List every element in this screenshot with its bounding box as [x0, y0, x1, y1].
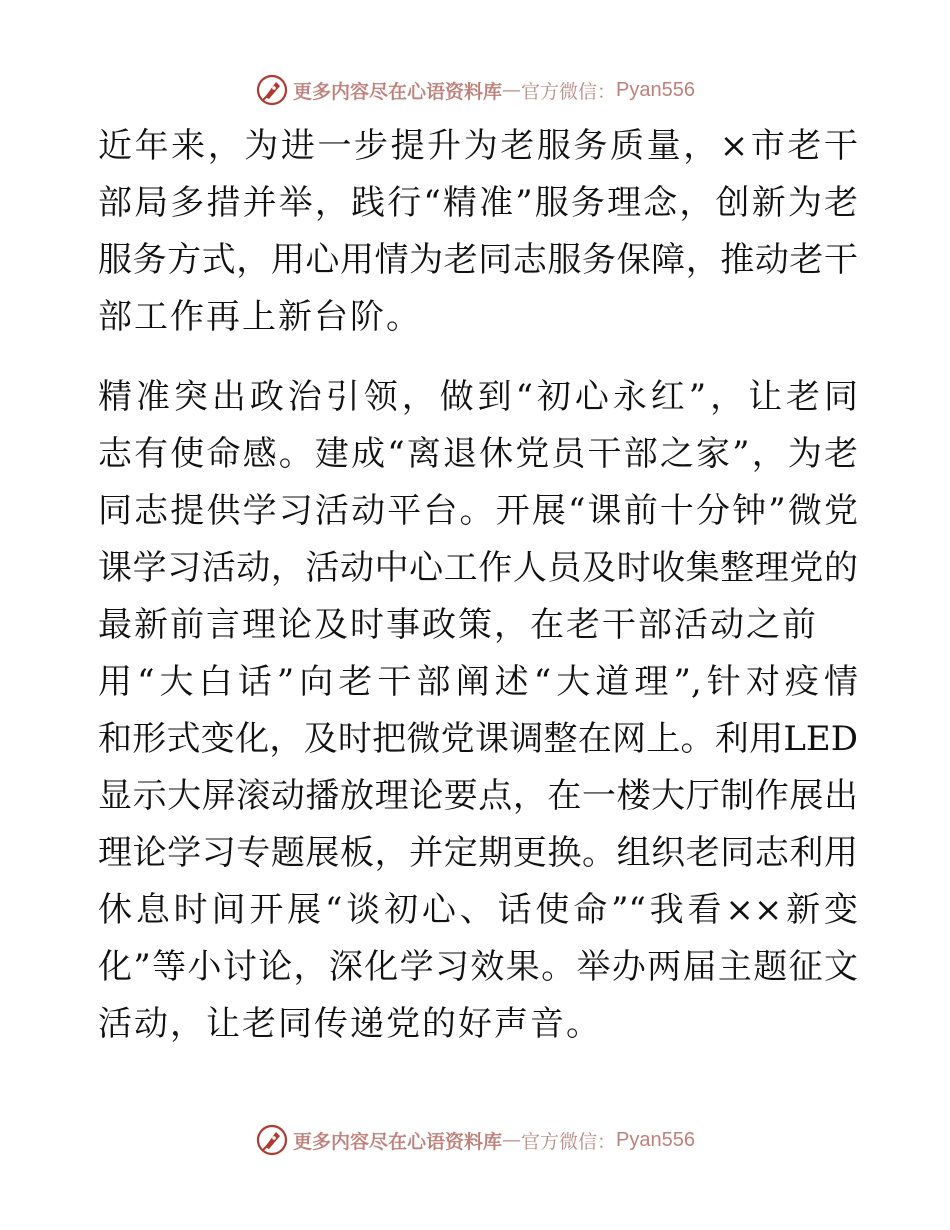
- document-body: [98, 118, 858, 1053]
- text-line: 服务方式，用心用情为老同志服务保障，推动老干: [98, 240, 858, 280]
- footer-watermark-banner: [0, 1120, 950, 1160]
- text-line: 课学习活动，活动中心工作人员及时收集整理党的: [98, 548, 858, 588]
- text-line: 最新前言理论及时事政策，在老干部活动之前: [98, 605, 818, 645]
- text-line: 和形式变化，及时把微党课调整在网上。利用LED: [98, 719, 858, 759]
- text-line: 显示大屏滚动播放理论要点，在一楼大厅制作展出: [98, 776, 858, 816]
- text-line: 志有使命感。建成“离退休党员干部之家”，为老: [98, 434, 858, 474]
- text-line: 精准突出政治引领，做到“初心永红”，让老同: [98, 377, 858, 417]
- pen-nib-logo-icon: [255, 73, 289, 107]
- banner-wechat-id: Pyan556: [616, 1128, 695, 1151]
- text-line: 部工作再上新台阶。: [98, 297, 422, 337]
- paragraph-political-guidance: [98, 369, 858, 1053]
- header-watermark-banner: [0, 70, 950, 110]
- banner-separator: —: [502, 79, 522, 101]
- text-line: 近年来，为进一步提升为老服务质量，×市老干: [98, 126, 858, 166]
- pen-nib-logo-icon: [255, 1123, 289, 1157]
- text-line: 同志提供学习活动平台。开展“课前十分钟”微党: [98, 491, 858, 531]
- text-line: 休息时间开展“谈初心、话使命”“我看××新变: [98, 890, 858, 930]
- banner-wechat-label: 官方微信：: [521, 1130, 617, 1153]
- banner-wechat-id: Pyan556: [616, 78, 695, 101]
- text-line: 化”等小讨论，深化学习效果。举办两届主题征文: [98, 947, 858, 987]
- paragraph-intro: [98, 118, 858, 346]
- text-line: 活动，让老同传递党的好声音。: [98, 1004, 602, 1044]
- text-line: 用“大白话”向老干部阐述“大道理”,针对疫情: [98, 662, 858, 702]
- banner-separator: —: [502, 1129, 522, 1151]
- banner-site-text: 更多内容尽在心语资料库: [293, 80, 503, 103]
- text-line: 部局多措并举，践行“精准”服务理念，创新为老: [98, 183, 858, 223]
- banner-wechat-label: 官方微信：: [521, 80, 617, 103]
- banner-site-text: 更多内容尽在心语资料库: [293, 1130, 503, 1153]
- text-line: 理论学习专题展板，并定期更换。组织老同志利用: [98, 833, 858, 873]
